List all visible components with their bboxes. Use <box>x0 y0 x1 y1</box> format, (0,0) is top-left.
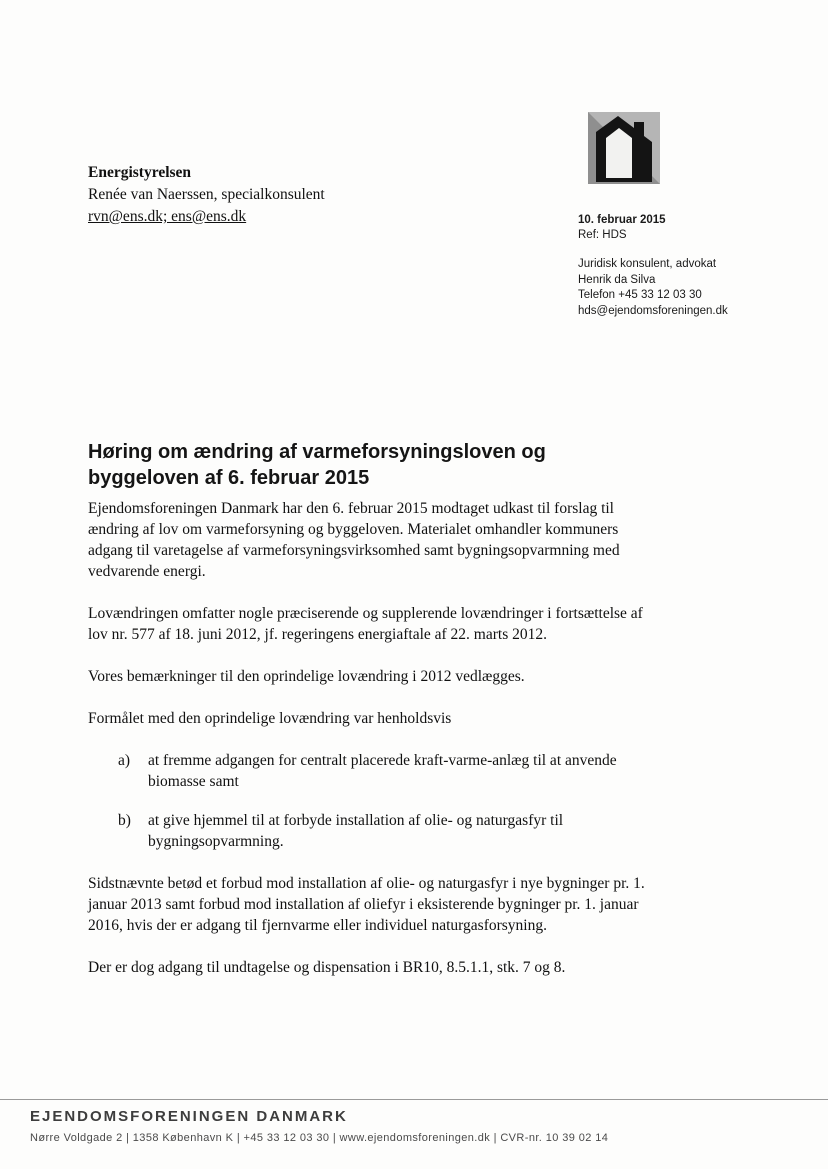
contact-block <box>578 257 728 319</box>
contact-title: Juridisk konsulent, advokat <box>578 258 717 270</box>
date-ref-block <box>578 213 666 243</box>
footer-address-line: Nørre Voldgade 2 | 1358 København K | +45 33 12 03 30 | www.ejendomsforeningen.dk | CVR-nr. 10 39 02 14 <box>30 1132 609 1144</box>
paragraph-4: Formålet med den oprindelige lovændring var henholdsvis <box>88 710 452 727</box>
contact-name: Henrik da Silva <box>578 273 656 286</box>
paragraph-5: Sidstnævnte betød et forbud mod installation af olie- og naturgasfyr i nye bygninger pr. 1. januar 2013 samt forbud mod installation af oliefyr i eksisterende bygninger pr. 1. januar 2016, hvis der er adgang til fjernvarme eller individuel naturgasforsyning. <box>88 875 645 934</box>
recipient-block <box>88 162 325 228</box>
list-item-a <box>118 750 656 792</box>
letter-heading: Høring om ændring af varmeforsyningsloven og byggeloven af 6. februar 2015 <box>88 441 546 490</box>
recipient-attention: Renée van Naerssen, specialkonsulent <box>88 186 325 203</box>
list-text-b: at give hjemmel til at forbyde installation af olie- og naturgasfyr til bygningsopvarmning. <box>148 812 564 850</box>
contact-email: hds@ejendomsforeningen.dk <box>578 304 728 317</box>
paragraph-3: Vores bemærkninger til den oprindelige lovændring i 2012 vedlægges. <box>88 668 525 685</box>
list-item-b <box>118 810 656 852</box>
house-logo-icon <box>588 112 660 184</box>
letter-body <box>88 498 656 999</box>
lettered-list <box>118 750 656 852</box>
contact-phone: Telefon +45 33 12 03 30 <box>578 289 702 301</box>
paragraph-2: Lovændringen omfatter nogle præciserende og supplerende lovændringer i fortsættelse af lov nr. 577 af 18. juni 2012, jf. regeringens energiaftale af 22. marts 2012. <box>88 605 643 643</box>
list-marker-b: b) <box>118 812 131 829</box>
footer-divider <box>0 1099 828 1100</box>
paragraph-6: Der er dog adgang til undtagelse og dispensation i BR10, 8.5.1.1, stk. 7 og 8. <box>88 959 566 976</box>
paragraph-1: Ejendomsforeningen Danmark har den 6. februar 2015 modtaget udkast til forslag til ændring af lov om varmeforsyning og byggeloven. Materialet omhandler kommuners adgang til varetagelse af varmeforsyningsvirksomhed samt bygningsopvarmning med vedvarende energi. <box>88 500 620 580</box>
recipient-org: Energistyrelsen <box>88 164 192 181</box>
letter-footer <box>30 1108 800 1144</box>
list-text-a: at fremme adgangen for centralt placerede kraft-varme-anlæg til at anvende biomasse samt <box>148 752 617 790</box>
recipient-emails: rvn@ens.dk; ens@ens.dk <box>88 208 247 225</box>
list-marker-a: a) <box>118 752 131 769</box>
footer-org-name: EJENDOMSFORENINGEN DANMARK <box>30 1108 348 1125</box>
company-logo <box>588 112 660 184</box>
letter-date: 10. februar 2015 <box>578 214 666 226</box>
letter-ref: Ref: HDS <box>578 229 627 241</box>
